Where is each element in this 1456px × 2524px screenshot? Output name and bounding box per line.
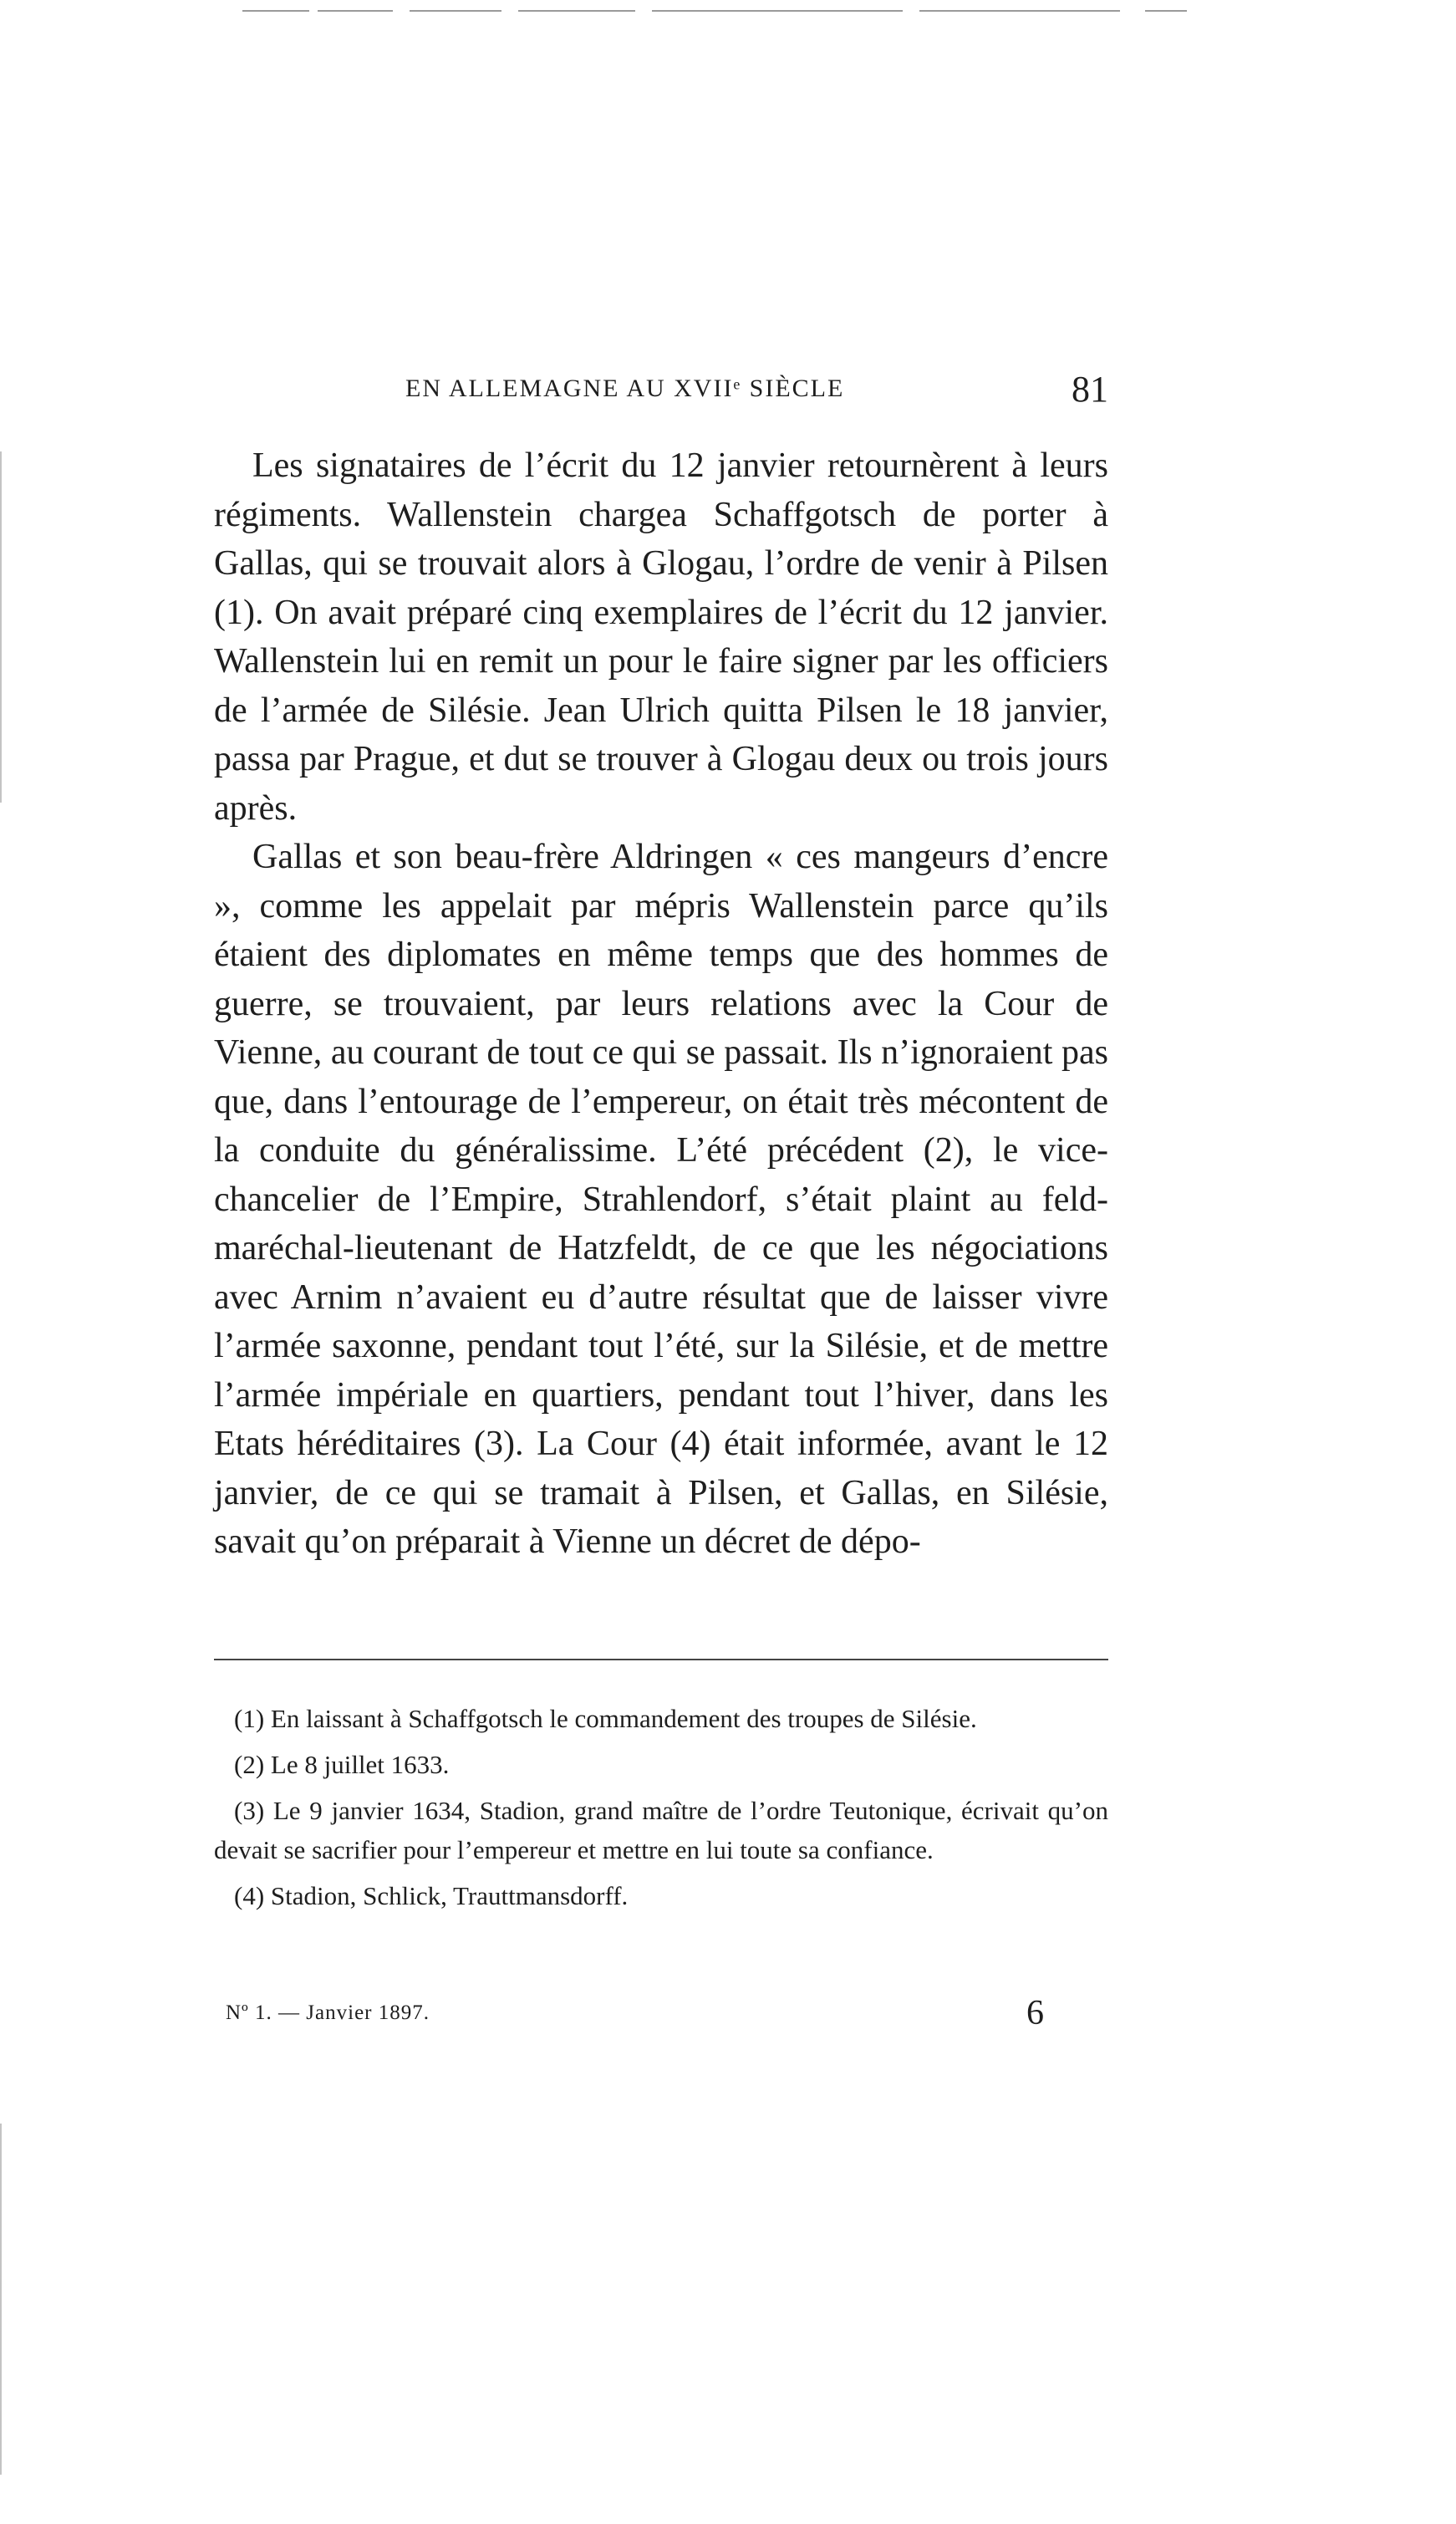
page-number: 81 [1072,369,1108,410]
footnotes [214,1699,1108,1922]
sheet-number: 6 [1026,1994,1044,2032]
running-title: EN ALLEMAGNE AU XVIIᵉ SIÈCLE [405,375,845,402]
scan-artifact-line [410,10,501,12]
scan-artifact-line [919,10,1120,12]
scan-artifact-line [652,10,903,12]
scan-artifact-line [318,10,393,12]
issue-line: Nº 1. — Janvier 1897. [226,2001,430,2024]
footnote: (2) Le 8 juillet 1633. [234,1750,450,1779]
main-text [214,441,1108,1567]
footnote: (4) Stadion, Schlick, Trauttmansdorff. [234,1881,629,1910]
footnote: (1) En laissant à Schaffgotsch le commandement des troupes de Silésie. [234,1704,977,1733]
scan-artifact-line [242,10,309,12]
scan-artifact-line [1145,10,1187,12]
scan-artifact-line [518,10,635,12]
paragraph: Gallas et son beau-frère Aldringen « ces mangeurs d’encre », comme les appelait par mépris Wallenstein parce qu’ils étaient des diplomates en même temps que des hommes de guerre, se trouvaient, par leurs relations avec la Cour de Vienne, au courant de tout ce qui se passait. Ils n’ignoraient pas que, dans l’entourage de l’empereur, on était très mécontent de la conduite du généralissime. L’été précédent (2), le vice-chancelier de l’Empire, Strahlendorf, s’était plaint au feld-maréchal-lieutenant de Hatzfeldt, de ce que les négociations avec Arnim n’avaient eu d’autre résultat que de laisser vivre l’armée saxonne, pendant tout l’été, sur la Silésie, et de mettre l’armée impériale en quartiers, pendant tout l’hiver, dans les Etats héréditaires (3). La Cour (4) était informée, avant le 12 janvier, de ce qui se tramait à Pilsen, et Gallas, en Silésie, savait qu’on préparait à Vienne un décret de dépo- [214,838,1108,1561]
footnote: (3) Le 9 janvier 1634, Stadion, grand maître de l’ordre Teutonique, écrivait qu’on devait se sacrifier pour l’empereur et mettre en lui toute sa confiance. [214,1796,1108,1864]
scan-edge-shadow [0,451,2,803]
scan-edge-shadow [0,2124,2,2475]
footnote-separator [214,1659,1108,1660]
paragraph: Les signataires de l’écrit du 12 janvier retournèrent à leurs régiments. Wallenstein chargea Schaffgotsch de porter à Gallas, qui se trouvait alors à Glogau, l’ordre de venir à Pilsen (1). On avait préparé cinq exemplaires de l’écrit du 12 janvier. Wallenstein lui en remit un pour le faire signer par les officiers de l’armée de Silésie. Jean Ulrich quitta Pilsen le 18 janvier, passa par Prague, et dut se trouver à Glogau deux ou trois jours après. [214,446,1108,828]
